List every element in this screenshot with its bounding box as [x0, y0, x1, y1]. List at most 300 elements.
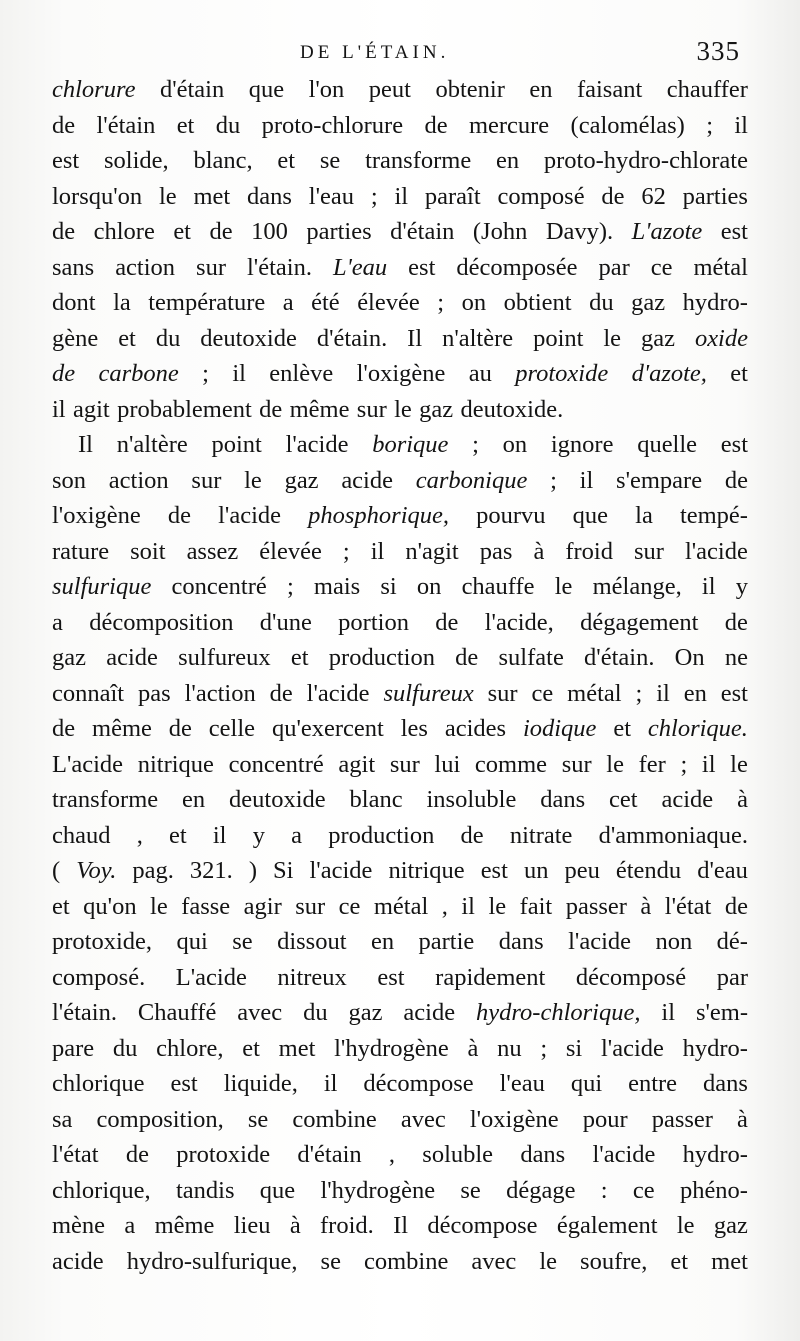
text-line [52, 960, 748, 996]
word: il [701, 573, 716, 600]
text-line [52, 534, 748, 570]
word: la [635, 502, 653, 529]
word: mais [313, 573, 361, 600]
word: , [441, 892, 448, 920]
word: le [539, 1247, 557, 1275]
word: de [435, 608, 459, 636]
word: l'étain [96, 111, 156, 139]
text-line [52, 747, 748, 783]
italic-word: d'azote, [631, 360, 707, 387]
word: On [674, 644, 705, 671]
word: ; [635, 679, 643, 707]
word: portion [338, 608, 409, 636]
word: d'une [259, 608, 312, 636]
word: ne [724, 644, 748, 671]
text-line [52, 889, 748, 925]
word: dont [52, 289, 96, 316]
word: d'étain. [584, 644, 655, 671]
word: l'on [308, 76, 345, 103]
word: agir [243, 892, 282, 920]
word: de [724, 608, 748, 636]
text-line [52, 1244, 748, 1280]
text-line [52, 711, 748, 747]
word: l'acide [309, 857, 373, 884]
word: combine [292, 1105, 377, 1133]
word: soluble [422, 1141, 494, 1168]
text-line [52, 782, 748, 818]
word: lieu [233, 1212, 271, 1239]
word: ; [202, 360, 209, 387]
word: , [388, 1141, 396, 1168]
word: à [640, 892, 652, 920]
word: il [701, 750, 716, 778]
text-line [52, 285, 748, 321]
word: on [416, 573, 442, 600]
word: si [565, 1034, 583, 1062]
word: de [168, 715, 192, 742]
word: a [291, 821, 302, 849]
word: que [259, 1176, 296, 1204]
word: à [737, 786, 748, 813]
word: d'ammoniaque. [598, 821, 748, 849]
word: d'étain. [316, 324, 388, 352]
word: chaud [52, 821, 111, 849]
word: l'oxigène [52, 502, 141, 529]
word: : [600, 1176, 608, 1204]
word: et [118, 324, 136, 352]
word: d'eau [697, 857, 748, 884]
word: hydro- [682, 1034, 748, 1062]
italic-word: oxide [694, 324, 748, 352]
word: production [328, 644, 435, 671]
word: ce [650, 253, 673, 281]
word: ; [437, 289, 445, 316]
word: tandis [175, 1176, 235, 1204]
word: de [209, 218, 233, 245]
word: mercure [468, 111, 550, 139]
word: l'action [184, 679, 256, 707]
word: et [730, 360, 748, 387]
word: pas [138, 679, 171, 707]
word: décomposé [575, 963, 687, 991]
word: ce [531, 679, 554, 707]
word: fasse [181, 892, 231, 920]
word: dans [498, 928, 544, 955]
italic-word: chlorure [52, 76, 136, 103]
word: (calomélas) [570, 111, 685, 139]
word: et [613, 715, 632, 742]
word: chlorique [52, 1070, 145, 1097]
word: métal [373, 892, 429, 920]
word: qu'on [83, 892, 137, 920]
word: et [277, 147, 296, 174]
word: de [167, 502, 192, 529]
word: soit [130, 537, 166, 565]
word: il [370, 537, 385, 565]
word: cet [609, 786, 638, 813]
word: se [320, 1247, 341, 1275]
word: avec [471, 1247, 517, 1275]
word: est [480, 857, 508, 884]
word: dans [520, 1141, 566, 1168]
text-line [52, 143, 748, 179]
word: (John [472, 218, 528, 245]
word: sur [487, 679, 518, 707]
word: décompose [363, 1070, 474, 1097]
word: sulfate [498, 644, 564, 671]
word: on [461, 289, 487, 316]
word: gaz [348, 999, 383, 1026]
word: acide [106, 644, 158, 671]
word: si [380, 573, 397, 600]
word: acide [52, 1247, 104, 1275]
word: l'eau [499, 1070, 545, 1097]
word: le [158, 182, 177, 210]
word: ce [632, 1176, 655, 1204]
word: pas [479, 537, 513, 565]
word: il [52, 395, 66, 423]
word: mélange, [592, 573, 682, 600]
word: décomposée [456, 253, 578, 281]
word: à [467, 1034, 479, 1062]
word: Davy). [545, 218, 614, 245]
word: le [488, 892, 507, 920]
word: le [730, 750, 748, 778]
word: L'acide [175, 963, 247, 991]
word: peut [368, 76, 411, 103]
italic-word: L'eau [332, 253, 388, 281]
word: soufre, [580, 1247, 648, 1275]
text-line [52, 392, 748, 428]
text-line [52, 356, 748, 392]
word: d'étain [159, 76, 225, 103]
word: ; [370, 182, 378, 210]
word: combine [364, 1247, 449, 1275]
word: gaz [52, 644, 86, 671]
word: nu [497, 1034, 522, 1062]
word: et [173, 218, 191, 245]
word: acide [403, 999, 456, 1026]
word: l'hydrogène [320, 1176, 436, 1204]
word: gaz [641, 324, 675, 352]
text-line [52, 179, 748, 215]
word: connaît [52, 679, 125, 707]
word: obtient [503, 289, 572, 316]
italic-word: sulfureux [383, 679, 474, 707]
word: de [724, 892, 748, 920]
text-line [52, 1031, 748, 1067]
text-line [52, 1066, 748, 1102]
word: froid. [320, 1212, 374, 1239]
word: le [603, 324, 622, 352]
word: composition, [96, 1105, 224, 1133]
word: est [377, 963, 405, 991]
word: proto-hydro-chlorate [543, 147, 748, 174]
word: à [737, 1105, 748, 1133]
word: lorsqu'on [52, 182, 143, 210]
word: est [52, 147, 80, 174]
word: sur [561, 750, 592, 778]
word: et [670, 1247, 689, 1275]
italic-word: L'azote [631, 218, 703, 245]
word: chlore [93, 218, 155, 245]
word: l'acide [592, 1141, 656, 1168]
word: étendu [615, 857, 682, 884]
word: métal [567, 679, 622, 707]
word: dissout [277, 928, 347, 955]
word: avec [400, 1105, 446, 1133]
word: celle [208, 715, 256, 742]
text-line [52, 463, 748, 499]
word: l'étain. [246, 253, 312, 281]
word: enlève [269, 360, 334, 387]
text-line [52, 108, 748, 144]
word: chlore, [156, 1034, 224, 1062]
word: même [92, 715, 152, 742]
word: élevée [357, 289, 420, 316]
word: du [112, 1034, 138, 1062]
word: gaz [631, 289, 666, 316]
word: sulfureux [178, 644, 271, 671]
word: Il [393, 1212, 409, 1239]
word: et [290, 644, 309, 671]
word: de [460, 821, 484, 849]
text-line [52, 250, 748, 286]
word: probablement [117, 395, 252, 423]
word: nitrique [388, 857, 465, 884]
word: qui [176, 928, 208, 955]
word: l'acide [600, 1034, 664, 1062]
word: Chauffé [137, 999, 217, 1026]
word: et [176, 111, 195, 139]
word: d'étain [390, 218, 455, 245]
word: n'altère [116, 431, 188, 458]
word: en [182, 786, 206, 813]
word: fer [638, 750, 666, 778]
text-line [52, 605, 748, 641]
word: en [683, 679, 707, 707]
text-line [52, 427, 748, 463]
word: de [52, 218, 76, 245]
word: Il [407, 324, 423, 352]
word: met [193, 182, 231, 210]
word: et [52, 892, 70, 920]
word: gaz [713, 1212, 748, 1239]
word: pare [52, 1034, 95, 1062]
word: l'acide [684, 537, 748, 565]
word: nitreux [277, 963, 347, 991]
text-line [52, 853, 748, 889]
word: transforme [365, 147, 472, 174]
word: d'étain [297, 1141, 362, 1168]
word: L'acide [52, 750, 124, 778]
word: liquide, [223, 1070, 298, 1097]
word: l'état [664, 892, 712, 920]
word: du [303, 999, 328, 1026]
word: est [720, 431, 748, 458]
italic-word: de [52, 360, 76, 387]
word: blanc, [193, 147, 253, 174]
word: pag. [132, 857, 174, 884]
word: également [556, 1212, 658, 1239]
word: son [52, 466, 87, 494]
italic-word: protoxide [515, 360, 609, 387]
word: passer [651, 1105, 713, 1133]
word: se [232, 928, 253, 955]
word: dégagement [580, 608, 699, 636]
word: a [282, 289, 294, 316]
word: gaz [284, 466, 319, 494]
word: l'oxigène [469, 1105, 559, 1133]
italic-word: iodique [522, 715, 597, 742]
word: dans [703, 1070, 748, 1097]
word: ce [338, 892, 361, 920]
word: du [215, 111, 241, 139]
word: en [370, 928, 395, 955]
word: action [115, 253, 176, 281]
word: peu [564, 857, 600, 884]
word: sur [191, 466, 222, 494]
word: Si [273, 857, 294, 884]
word: acides [444, 715, 507, 742]
word: dégage [506, 1176, 576, 1204]
word: entre [628, 1070, 678, 1097]
word: élevée [259, 537, 322, 565]
word: de [125, 1141, 149, 1168]
word: que [248, 76, 285, 103]
word: le [150, 892, 168, 920]
word: obtenir [435, 76, 505, 103]
word: gène [52, 324, 99, 352]
word: est [408, 253, 436, 281]
word: dans [540, 786, 586, 813]
word: qu'exercent [271, 715, 384, 742]
word: sans [52, 253, 95, 281]
word: assez [186, 537, 239, 565]
word: met [711, 1247, 748, 1275]
italic-word: borique [372, 431, 449, 458]
word: solide, [104, 147, 169, 174]
word: lui [434, 750, 461, 778]
word: de [52, 111, 76, 139]
word: il [656, 679, 670, 707]
word: l'étain. [52, 999, 117, 1026]
word: l'eau [308, 182, 355, 210]
word: hydro-sulfurique, [126, 1247, 298, 1275]
word: il [661, 999, 676, 1026]
word: point [533, 324, 584, 352]
word: chlorique, [52, 1176, 151, 1204]
word: 100 [251, 218, 288, 245]
word: composé [497, 182, 585, 210]
word: mène [52, 1212, 106, 1239]
word: protoxide [176, 1141, 271, 1168]
word: même [289, 395, 350, 423]
word: il [212, 821, 227, 849]
italic-word: carbonique [415, 466, 528, 494]
word: comme [474, 750, 548, 778]
text-line [52, 214, 748, 250]
word: passer [565, 892, 627, 920]
word: composé. [52, 963, 146, 991]
text-line [52, 640, 748, 676]
word: il [394, 182, 409, 210]
text-line [52, 1137, 748, 1173]
word: est [720, 218, 748, 245]
word: en [495, 147, 520, 174]
word: du [155, 324, 181, 352]
word: avec [237, 999, 283, 1026]
italic-word: sulfurique [52, 573, 152, 600]
word: et [169, 821, 187, 849]
word: l'acide [218, 502, 282, 529]
word: s'empare [616, 466, 703, 494]
word: fait [519, 892, 553, 920]
word: de [724, 466, 748, 494]
word: se [247, 1105, 269, 1133]
word: froid [565, 537, 613, 565]
word: paraît [424, 182, 481, 210]
word: ; [550, 466, 557, 494]
word: production [328, 821, 435, 849]
word: de [52, 715, 76, 742]
word: ; [680, 750, 688, 778]
word: rature [52, 537, 110, 565]
word: tempé- [679, 502, 748, 529]
word: nitrique [137, 750, 214, 778]
word: hydro- [682, 1141, 748, 1168]
text-line [52, 924, 748, 960]
word: et [242, 1034, 260, 1062]
word: le [606, 750, 624, 778]
word: décomposition [89, 608, 234, 636]
word: l'acide [285, 431, 349, 458]
word: que [572, 502, 609, 529]
word: ; [472, 431, 479, 458]
word: sur [633, 537, 664, 565]
word: ( [52, 857, 61, 884]
word: 62 [641, 182, 666, 210]
word: le [244, 466, 262, 494]
word: parties [682, 182, 748, 210]
word: n'agit [405, 537, 459, 565]
word: chauffer [666, 76, 748, 103]
word: faisant [576, 76, 643, 103]
text-line [52, 72, 748, 108]
word: l'état [52, 1141, 99, 1168]
word: partie [418, 928, 475, 955]
word: n'altère [442, 324, 514, 352]
word: deutoxide [200, 324, 297, 352]
italic-word: chlorique. [647, 715, 748, 742]
word: température [148, 289, 266, 316]
word: blanc [349, 786, 403, 813]
word: a [52, 608, 63, 636]
word: insoluble [426, 786, 517, 813]
word: non [655, 928, 693, 955]
word: le [676, 1212, 695, 1239]
word: il [323, 1070, 338, 1097]
word: il [579, 466, 594, 494]
word: métal [693, 253, 748, 281]
word: deutoxide. [460, 395, 564, 423]
text-line [52, 1173, 748, 1209]
word: chauffe [461, 573, 535, 600]
word: en [529, 76, 553, 103]
word: y [735, 573, 748, 600]
word: action [108, 466, 169, 494]
page-number: 335 [696, 36, 740, 66]
